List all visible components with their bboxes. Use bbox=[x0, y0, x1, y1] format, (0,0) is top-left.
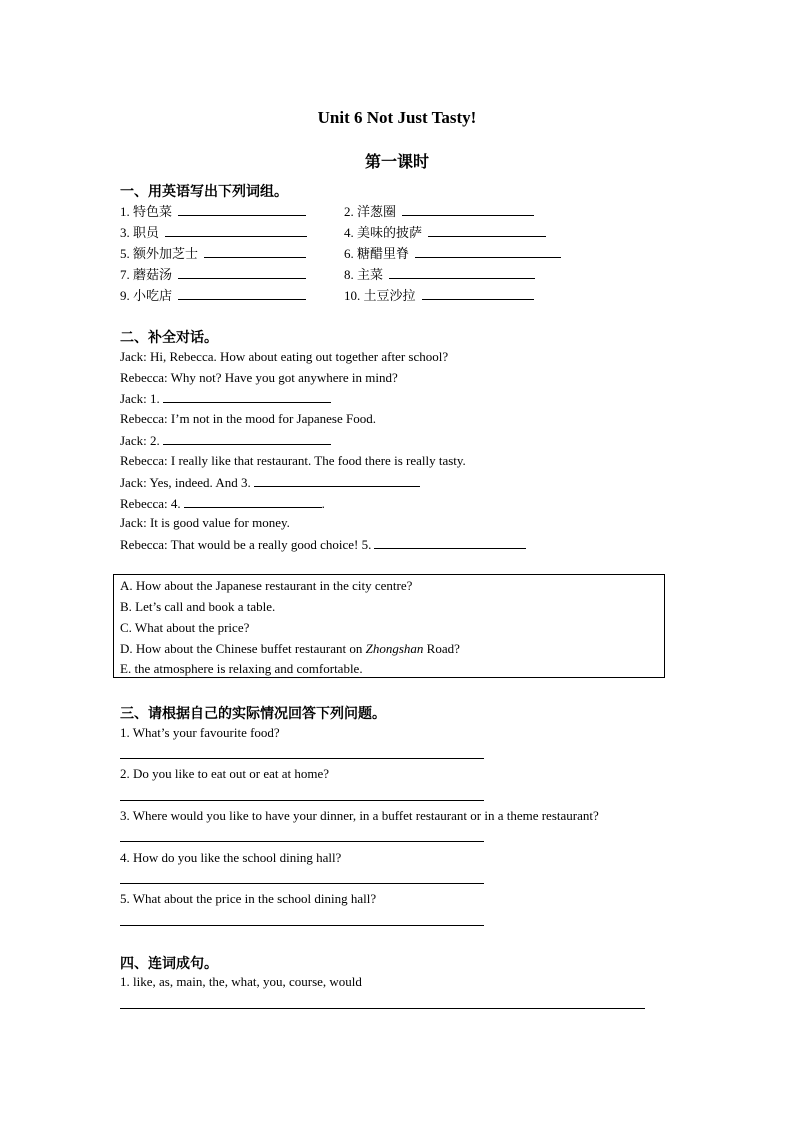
dialogue-blank-1[interactable] bbox=[163, 390, 331, 403]
vocab-answer-blank-8[interactable] bbox=[389, 266, 535, 279]
section3-heading: 三、请根据自己的实际情况回答下列问题。 bbox=[120, 706, 386, 722]
vocab-answer-blank-3[interactable] bbox=[165, 224, 307, 237]
vocab-item-3: 3. 职员 bbox=[120, 224, 307, 242]
section4-heading: 四、连词成句。 bbox=[120, 956, 218, 972]
vocab-answer-blank-2[interactable] bbox=[402, 203, 534, 216]
answer-line-5[interactable] bbox=[120, 925, 484, 926]
vocab-answer-blank-6[interactable] bbox=[415, 245, 561, 258]
dialogue-blank-3[interactable] bbox=[254, 474, 420, 487]
question-2: 2. Do you like to eat out or eat at home? bbox=[120, 766, 330, 781]
dialogue-blank-5[interactable] bbox=[374, 536, 526, 549]
dialogue-line-6: Rebecca: I really like that restaurant. The food there is really tasty. bbox=[120, 453, 466, 468]
dialogue-line-2: Rebecca: Why not? Have you got anywhere in mind? bbox=[120, 370, 398, 385]
dialogue-line-4: Rebecca: I’m not in the mood for Japanese Food. bbox=[120, 411, 376, 426]
dialogue-line-7: Jack: Yes, indeed. And 3. bbox=[120, 474, 420, 491]
vocab-item-2: 2. 洋葱圈 bbox=[344, 203, 534, 221]
option-e: E. the atmosphere is relaxing and comfortable. bbox=[120, 661, 363, 676]
scramble-question-1: 1. like, as, main, the, what, you, course, would bbox=[120, 974, 362, 989]
question-4: 4. How do you like the school dining hall? bbox=[120, 850, 342, 865]
dialogue-line-10: Rebecca: That would be a really good choice! 5. bbox=[120, 536, 526, 553]
dialogue-line-9: Jack: It is good value for money. bbox=[120, 515, 290, 530]
vocab-item-1: 1. 特色菜 bbox=[120, 203, 306, 221]
option-a: A. How about the Japanese restaurant in the city centre? bbox=[120, 578, 413, 593]
option-b: B. Let’s call and book a table. bbox=[120, 599, 276, 614]
dialogue-line-8: Rebecca: 4. . bbox=[120, 496, 325, 511]
vocab-answer-blank-9[interactable] bbox=[178, 287, 306, 300]
lesson-subtitle: 第一课时 bbox=[364, 154, 429, 171]
answer-line-1[interactable] bbox=[120, 758, 484, 759]
answer-line-2[interactable] bbox=[120, 800, 484, 801]
section1-heading: 一、用英语写出下列词组。 bbox=[120, 184, 288, 200]
option-c: C. What about the price? bbox=[120, 620, 250, 635]
option-d: D. How about the Chinese buffet restaurant on Zhongshan Road? bbox=[120, 641, 460, 656]
vocab-answer-blank-5[interactable] bbox=[204, 245, 306, 258]
vocab-answer-blank-1[interactable] bbox=[178, 203, 306, 216]
dialogue-line-1: Jack: Hi, Rebecca. How about eating out together after school? bbox=[120, 349, 449, 364]
dialogue-line-5: Jack: 2. bbox=[120, 432, 331, 449]
option-d-italic-name: Zhongshan bbox=[365, 641, 424, 656]
vocab-item-9: 9. 小吃店 bbox=[120, 287, 306, 305]
vocab-answer-blank-7[interactable] bbox=[178, 266, 306, 279]
question-5: 5. What about the price in the school dining hall? bbox=[120, 891, 377, 906]
section2-heading: 二、补全对话。 bbox=[120, 330, 218, 346]
question-3: 3. Where would you like to have your dinner, in a buffet restaurant or in a theme restaurant? bbox=[120, 808, 599, 823]
vocab-item-5: 5. 额外加芝士 bbox=[120, 245, 306, 263]
worksheet-title: Unit 6 Not Just Tasty! bbox=[317, 108, 477, 127]
vocab-answer-blank-10[interactable] bbox=[422, 287, 534, 300]
vocab-item-4: 4. 美味的披萨 bbox=[344, 224, 546, 242]
vocab-answer-blank-4[interactable] bbox=[428, 224, 546, 237]
answer-line-4[interactable] bbox=[120, 883, 484, 884]
options-box bbox=[113, 574, 665, 678]
vocab-item-10: 10. 土豆沙拉 bbox=[344, 287, 534, 305]
scramble-answer-line-1[interactable] bbox=[120, 1008, 645, 1009]
vocab-item-8: 8. 主菜 bbox=[344, 266, 535, 284]
dialogue-blank-2[interactable] bbox=[163, 432, 331, 445]
vocab-item-6: 6. 糖醋里脊 bbox=[344, 245, 561, 263]
question-1: 1. What’s your favourite food? bbox=[120, 725, 280, 740]
dialogue-line-3: Jack: 1. bbox=[120, 390, 331, 407]
answer-line-3[interactable] bbox=[120, 841, 484, 842]
dialogue-blank-4[interactable] bbox=[184, 495, 322, 508]
vocab-item-7: 7. 蘑菇汤 bbox=[120, 266, 306, 284]
